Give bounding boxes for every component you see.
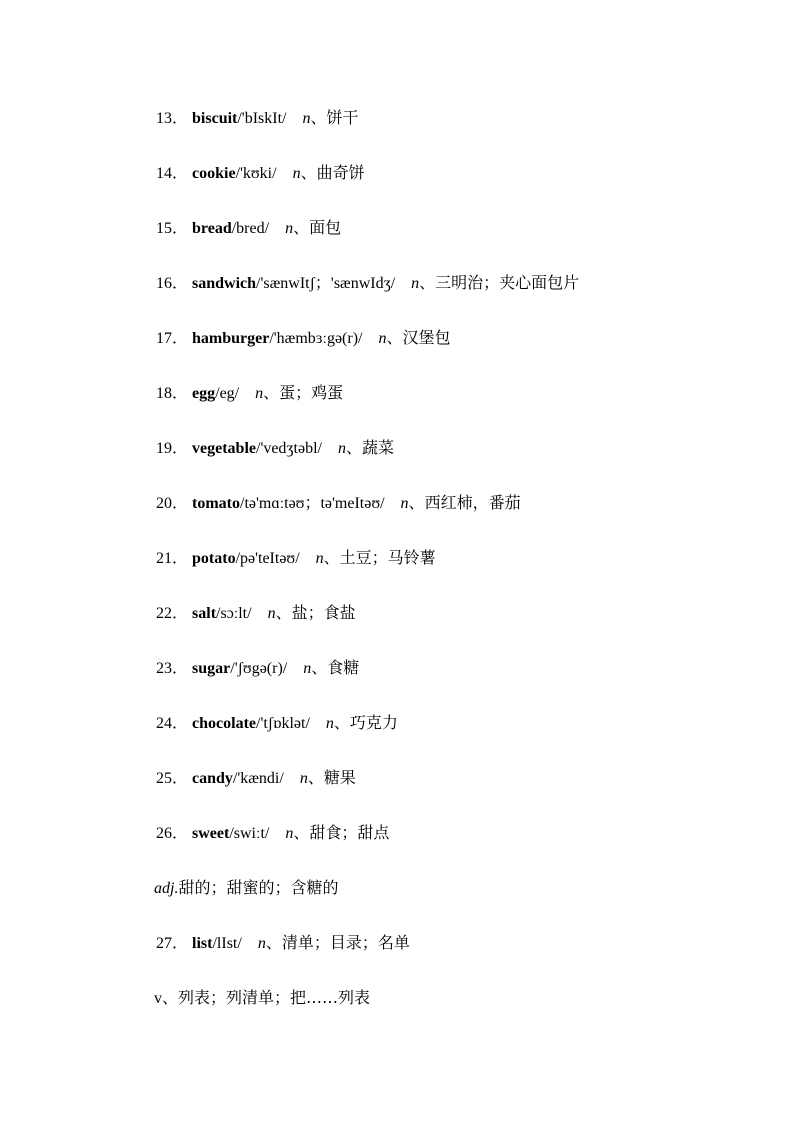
entry-meaning: 汉堡包: [402, 328, 451, 347]
number-separator: ．: [172, 548, 189, 567]
entry-phonetic: /swiːt/: [229, 825, 270, 842]
entry-word: vegetable: [192, 440, 256, 457]
entry-meaning: 盐；食盐: [291, 603, 356, 622]
entry-pos: n: [267, 605, 276, 622]
entry-word: cookie: [192, 165, 236, 182]
vocab-entry: [156, 159, 766, 214]
entry-phonetic: /'kʊki/: [235, 165, 277, 182]
number-separator: ．: [172, 218, 189, 237]
entry-meaning: 面包: [309, 218, 342, 237]
entry-phonetic: /eg/: [215, 385, 240, 402]
entry-number: 19: [156, 440, 172, 457]
entry-meaning: 三明治；夹心面包片: [435, 273, 580, 292]
adj-meaning: 甜的；甜蜜的；含糖的: [178, 878, 339, 897]
entry-number: 21: [156, 550, 172, 567]
entry-number: 16: [156, 275, 172, 292]
pos-separator: 、: [419, 273, 436, 292]
pos-separator: 、: [408, 493, 425, 512]
vocab-entry: [156, 544, 766, 599]
entry-number: 18: [156, 385, 172, 402]
adjective-sense-line: [154, 874, 766, 929]
entry-pos: n: [337, 440, 346, 457]
vocab-entry: [156, 379, 766, 434]
pos-separator: 、: [323, 548, 340, 567]
entry-word: biscuit: [192, 110, 238, 127]
entry-phonetic: /lIst/: [212, 935, 242, 952]
entry-meaning: 食糖: [327, 658, 360, 677]
entry-word: sugar: [192, 660, 231, 677]
vocab-entry: [156, 929, 766, 984]
vocab-entry: [156, 269, 766, 324]
number-separator: ．: [172, 823, 189, 842]
entry-meaning: 土豆；马铃薯: [339, 548, 436, 567]
entry-number: 22: [156, 605, 172, 622]
adj-pos-label: adj.: [154, 880, 179, 897]
vocab-entry: [156, 434, 766, 489]
pos-separator: 、: [293, 823, 310, 842]
number-separator: ．: [172, 768, 189, 787]
pos-separator: 、: [311, 658, 328, 677]
entry-pos: n: [285, 220, 294, 237]
entry-meaning: 糖果: [323, 768, 356, 787]
entry-phonetic: /bred/: [231, 220, 270, 237]
number-separator: ．: [172, 108, 189, 127]
entry-phonetic: /'sænwItʃ；'sænwIdʒ/: [256, 275, 396, 292]
entry-number: 15: [156, 220, 172, 237]
entry-pos: n: [315, 550, 324, 567]
entry-word: candy: [192, 770, 233, 787]
entry-number: 27: [156, 935, 172, 952]
entry-pos: n: [302, 110, 311, 127]
entry-word: list: [192, 935, 213, 952]
verb-meaning: 列表；列清单；把……列表: [178, 988, 371, 1007]
pos-separator: 、: [263, 383, 280, 402]
entry-meaning: 饼干: [326, 108, 359, 127]
pos-separator: 、: [310, 108, 327, 127]
pos-separator: 、: [333, 713, 350, 732]
pos-separator: 、: [386, 328, 403, 347]
vocab-entry: [156, 654, 766, 709]
verb-pos-label: v: [154, 990, 162, 1007]
entry-phonetic: /'tʃɒklət/: [256, 715, 310, 732]
entry-word: egg: [192, 385, 216, 402]
entry-phonetic: /'bIskIt/: [237, 110, 287, 127]
entry-pos: n: [292, 165, 301, 182]
entry-phonetic: /'hæmbɜːgə(r)/: [269, 330, 363, 347]
number-separator: ．: [172, 493, 189, 512]
number-separator: ．: [172, 438, 189, 457]
entry-number: 20: [156, 495, 172, 512]
number-separator: ．: [172, 328, 189, 347]
entry-number: 14: [156, 165, 172, 182]
entry-number: 17: [156, 330, 172, 347]
pos-separator: 、: [162, 988, 179, 1007]
entry-number: 23: [156, 660, 172, 677]
number-separator: ．: [172, 383, 189, 402]
number-separator: ．: [172, 163, 189, 182]
entry-meaning: 西红柿，番茄: [424, 493, 521, 512]
entry-word: potato: [192, 550, 236, 567]
vocab-entry: [156, 819, 766, 874]
vocab-entry: [156, 324, 766, 379]
entry-word: chocolate: [192, 715, 256, 732]
entry-phonetic: /'kændi/: [232, 770, 284, 787]
entry-meaning: 蛋；鸡蛋: [279, 383, 344, 402]
number-separator: ．: [172, 933, 189, 952]
entry-meaning: 甜食；甜点: [309, 823, 390, 842]
entry-pos: n: [303, 660, 312, 677]
number-separator: ．: [172, 658, 189, 677]
vocab-entry: [156, 489, 766, 544]
number-separator: ．: [172, 273, 189, 292]
pos-separator: 、: [275, 603, 292, 622]
entry-pos: n: [299, 770, 308, 787]
pos-separator: 、: [265, 933, 282, 952]
entry-word: salt: [192, 605, 217, 622]
entry-number: 13: [156, 110, 172, 127]
entry-number: 25: [156, 770, 172, 787]
pos-separator: 、: [300, 163, 317, 182]
entry-word: tomato: [192, 495, 240, 512]
entry-phonetic: /tə'mɑːtəʊ；tə'meItəʊ/: [240, 495, 385, 512]
entry-word: hamburger: [192, 330, 270, 347]
entry-pos: n: [285, 825, 294, 842]
entry-phonetic: /'vedʒtəbl/: [256, 440, 322, 457]
entry-number: 24: [156, 715, 172, 732]
pos-separator: 、: [345, 438, 362, 457]
entry-word: bread: [192, 220, 232, 237]
vocab-entry: [156, 599, 766, 654]
entry-phonetic: /'ʃʊgə(r)/: [230, 660, 288, 677]
pos-separator: 、: [307, 768, 324, 787]
entry-meaning: 清单；目录；名单: [281, 933, 410, 952]
pos-separator: 、: [293, 218, 310, 237]
number-separator: ．: [172, 603, 189, 622]
entry-pos: n: [325, 715, 334, 732]
vocab-entry: [156, 104, 766, 159]
number-separator: ．: [172, 713, 189, 732]
entry-phonetic: /pə'teItəʊ/: [235, 550, 300, 567]
vocabulary-list: [156, 104, 766, 1039]
entry-pos: n: [257, 935, 266, 952]
entry-pos: n: [411, 275, 420, 292]
entry-word: sandwich: [192, 275, 257, 292]
entry-word: sweet: [192, 825, 230, 842]
entry-phonetic: /sɔːlt/: [216, 605, 252, 622]
verb-sense-line: [154, 984, 766, 1039]
vocab-entry: [156, 764, 766, 819]
entry-meaning: 巧克力: [349, 713, 398, 732]
entry-meaning: 曲奇饼: [316, 163, 365, 182]
vocab-entry: [156, 214, 766, 269]
entry-pos: n: [400, 495, 409, 512]
entry-pos: n: [378, 330, 387, 347]
entry-pos: n: [255, 385, 264, 402]
entry-number: 26: [156, 825, 172, 842]
vocab-entry: [156, 709, 766, 764]
entry-meaning: 蔬菜: [361, 438, 394, 457]
